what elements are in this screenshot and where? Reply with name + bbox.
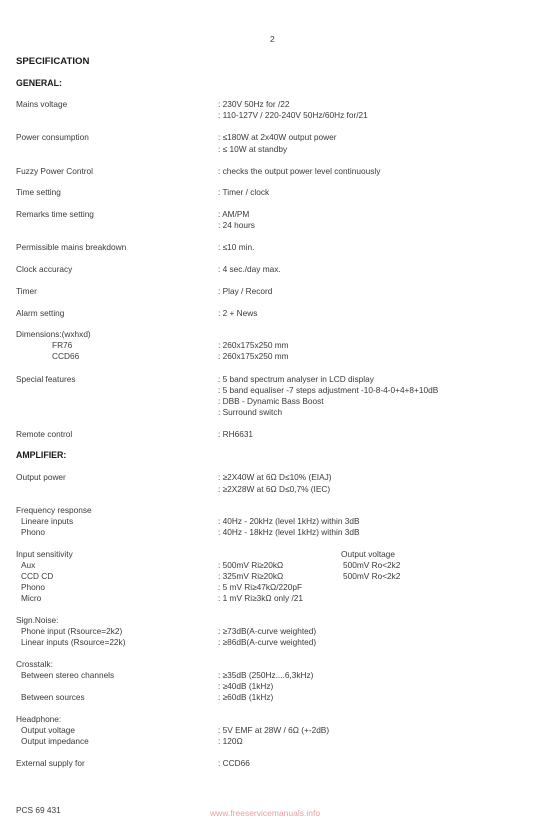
spec-label: Output power [16, 472, 66, 482]
spec-value: : 110-127V / 220-240V 50Hz/60Hz for/21 [218, 110, 368, 120]
spec-sublabel: FR76 [52, 340, 73, 350]
spec-value: : 120Ω [218, 736, 243, 746]
spec-value: : 5 mV Ri≥47kΩ/220pF [218, 582, 303, 592]
spec-label: Remarks time setting [16, 209, 94, 219]
spec-value: : ≥40dB (1kHz) [218, 681, 274, 691]
page-number: 2 [270, 34, 275, 44]
section-heading-general: GENERAL: [16, 78, 62, 88]
spec-label: Mains voltage [16, 99, 68, 109]
spec-value: : ≥86dB(A-curve weighted) [218, 637, 317, 647]
spec-label: Headphone: [16, 714, 62, 724]
spec-value: : ≥73dB(A-curve weighted) [218, 626, 317, 636]
spec-value: : 5V EMF at 28W / 6Ω (+-2dB) [218, 725, 330, 735]
page-title: SPECIFICATION [16, 56, 90, 67]
spec-label: Dimensions:(wxhxd) [16, 329, 91, 339]
output-value: 500mV Ro<2k2 [343, 560, 401, 570]
spec-value: : 500mV Ri≥20kΩ [218, 560, 284, 570]
spec-value: : 260x175x250 mm [218, 340, 289, 350]
spec-value: : Surround switch [218, 407, 283, 417]
spec-value: : ≤180W at 2x40W output power [218, 132, 337, 142]
spec-value: : 230V 50Hz for /22 [218, 99, 290, 109]
spec-sublabel: CCD CD [21, 571, 54, 581]
spec-sublabel: Linear inputs (Rsource=22k) [21, 637, 126, 647]
spec-value: : DBB - Dynamic Bass Boost [218, 396, 324, 406]
spec-label: Timer [16, 286, 37, 296]
spec-value: : ≤10 min. [218, 242, 255, 252]
spec-value: : ≤ 10W at standby [218, 144, 288, 154]
watermark-link[interactable]: www.freeservicemanuals.info [210, 808, 321, 818]
spec-label: Alarm setting [16, 308, 65, 318]
spec-value: : 325mV Ri≥20kΩ [218, 571, 284, 581]
spec-value: : 40Hz - 20kHz (level 1kHz) within 3dB [218, 516, 360, 526]
spec-value: : Play / Record [218, 286, 273, 296]
spec-value: : 40Hz - 18kHz (level 1kHz) within 3dB [218, 527, 360, 537]
spec-value: : ≥60dB (1kHz) [218, 692, 274, 702]
spec-label: Fuzzy Power Control [16, 166, 94, 176]
spec-value: : ≥35dB (250Hz....6,3kHz) [218, 670, 314, 680]
section-heading-amplifier: AMPLIFIER: [16, 450, 67, 460]
spec-sublabel: Aux [21, 560, 36, 570]
spec-sublabel: Between sources [21, 692, 85, 702]
spec-sublabel: Phono [21, 527, 45, 537]
spec-value: : 4 sec./day max. [218, 264, 281, 274]
spec-value: : RH6631 [218, 429, 254, 439]
spec-label: Sign.Noise: [16, 615, 59, 625]
spec-value: : checks the output power level continuously [218, 166, 381, 176]
spec-value: : 24 hours [218, 220, 255, 230]
output-value: 500mV Ro<2k2 [343, 571, 401, 581]
spec-label: Input sensitivity [16, 549, 73, 559]
spec-label: Frequency response [16, 505, 92, 515]
spec-value: : 2 + News [218, 308, 258, 318]
spec-value: : ≥2X40W at 6Ω D≤10% (EIAJ) [218, 472, 332, 482]
spec-sublabel: Micro [21, 593, 42, 603]
spec-sublabel: CCD66 [52, 351, 80, 361]
spec-sublabel: Between stereo channels [21, 670, 115, 680]
spec-value: : AM/PM [218, 209, 250, 219]
spec-label: Remote control [16, 429, 73, 439]
spec-label: Permissible mains breakdown [16, 242, 127, 252]
spec-sublabel: Lineare inputs [21, 516, 74, 526]
spec-sublabel: Output impedance [21, 736, 89, 746]
spec-value: : 5 band equaliser -7 steps adjustment -10-8-4-0+4+8+10dB [218, 385, 439, 395]
spec-value: : CCD66 [218, 758, 250, 768]
spec-label: Crosstalk: [16, 659, 53, 669]
document-code: PCS 69 431 [16, 805, 61, 815]
spec-sublabel: Phone input (Rsource=2k2) [21, 626, 123, 636]
spec-sublabel: Phono [21, 582, 45, 592]
spec-label: External supply for [16, 758, 85, 768]
spec-value: : Timer / clock [218, 187, 270, 197]
spec-label: Time setting [16, 187, 61, 197]
spec-label: Special features [16, 374, 76, 384]
spec-label: Power consumption [16, 132, 89, 142]
spec-sublabel: Output voltage [21, 725, 75, 735]
spec-value: : ≥2X28W at 6Ω D≤0,7% (IEC) [218, 484, 331, 494]
spec-value: : 1 mV Ri≥3kΩ only /21 [218, 593, 303, 603]
spec-value: : 260x175x250 mm [218, 351, 289, 361]
spec-label: Clock accuracy [16, 264, 73, 274]
spec-value: : 5 band spectrum analyser in LCD display [218, 374, 374, 384]
column-header-output-voltage: Output voltage [341, 549, 395, 559]
